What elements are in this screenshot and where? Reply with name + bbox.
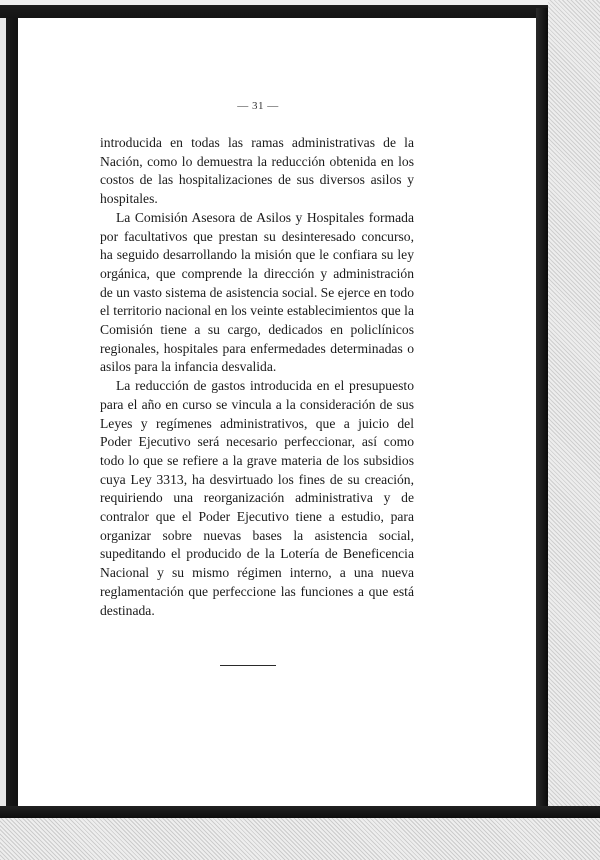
document-page bbox=[18, 18, 536, 806]
scan-left-border bbox=[0, 0, 18, 860]
body-text bbox=[100, 134, 414, 620]
paragraph-1: introducida en todas las ramas administrativas de la Nación, como lo demuestra la reducción obtenida en los costos de las hospitalizaciones de sus diversos asilos y hospitales. bbox=[100, 135, 414, 207]
paragraph-2: La Comisión Asesora de Asilos y Hospitales formada por facultativos que prestan su desinteresado concurso, ha seguido desarrollando la misión que le confiara su ley orgánica, que comprende la dirección y administración de un vasto sistema de asistencia social. Se ejerce en todo el territorio nacional en los veinte establecimientos que la Comisión tiene a su cargo, dedicados en policlínicos regionales, hospitales para enfermedades determinadas o asilos para la infancia desvalida. bbox=[100, 209, 414, 375]
scan-right-border bbox=[548, 0, 600, 860]
scan-bottom-border bbox=[0, 818, 600, 860]
scan-top-border bbox=[0, 0, 600, 18]
page-number: — 31 — bbox=[237, 100, 279, 112]
end-rule bbox=[220, 665, 276, 666]
paragraph-3: La reducción de gastos introducida en el presupuesto para el año en curso se vincula a la consideración de sus Leyes y regímenes administrativos, que a juicio del Poder Ejecutivo será necesario perfeccionar, así como todo lo que se refiere a la grave materia de los subsidios cuya Ley 3313, ha desvirtuado los fines de su creación, requiriendo una reorganización administrativa y de contralor que el Poder Ejecutivo tiene a estudio, para organizar sobre nuevas bases la asistencia social, supeditando el producido de la Lotería de Beneficencia Nacional y su mismo régimen interno, a una nueva reglamentación que perfeccione las funciones a que está destinada. bbox=[100, 378, 414, 618]
